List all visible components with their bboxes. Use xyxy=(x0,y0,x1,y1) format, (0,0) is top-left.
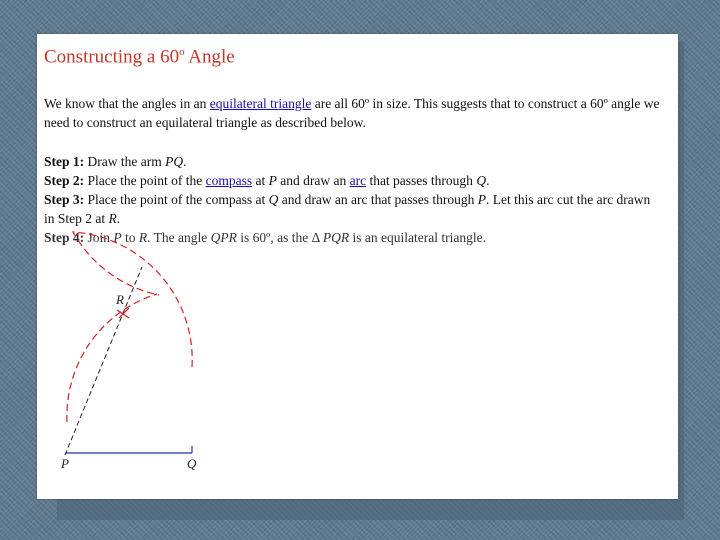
page-title: Constructing a 60$^o$ Angle xyxy=(44,46,235,68)
line-pr xyxy=(65,267,142,455)
arc-link[interactable]: arc xyxy=(349,173,367,188)
step-4: Step 4: Join P to R. The angle QPR is 60º, as the Δ PQR is an equilateral triangle. xyxy=(44,230,486,245)
step-1: Step 1: Draw the arm PQ. xyxy=(44,154,187,169)
step-3: Step 3: Place the point of the compass at Q and draw an arc that passes through P. Let this arc cut the arc drawn in Step 2 at R. xyxy=(44,192,651,226)
equilateral-triangle-link[interactable]: equilateral triangle xyxy=(209,96,312,111)
arc-from-q xyxy=(67,294,157,422)
construction-diagram xyxy=(37,34,678,499)
arc-from-p xyxy=(73,232,192,367)
step-2: Step 2: Place the point of the compass at P and draw an arc that passes through Q. xyxy=(44,173,490,188)
intro-paragraph: We know that the angles in an equilateral triangle are all 60º in size. This suggests that to construct a 60º angle we need to construct an equilateral triangle as described below. xyxy=(44,96,660,130)
point-label-p: P xyxy=(61,456,69,471)
slide xyxy=(37,34,678,499)
compass-link[interactable]: compass xyxy=(205,173,253,188)
point-label-q: Q xyxy=(187,456,197,471)
point-label-r: R xyxy=(116,292,124,307)
